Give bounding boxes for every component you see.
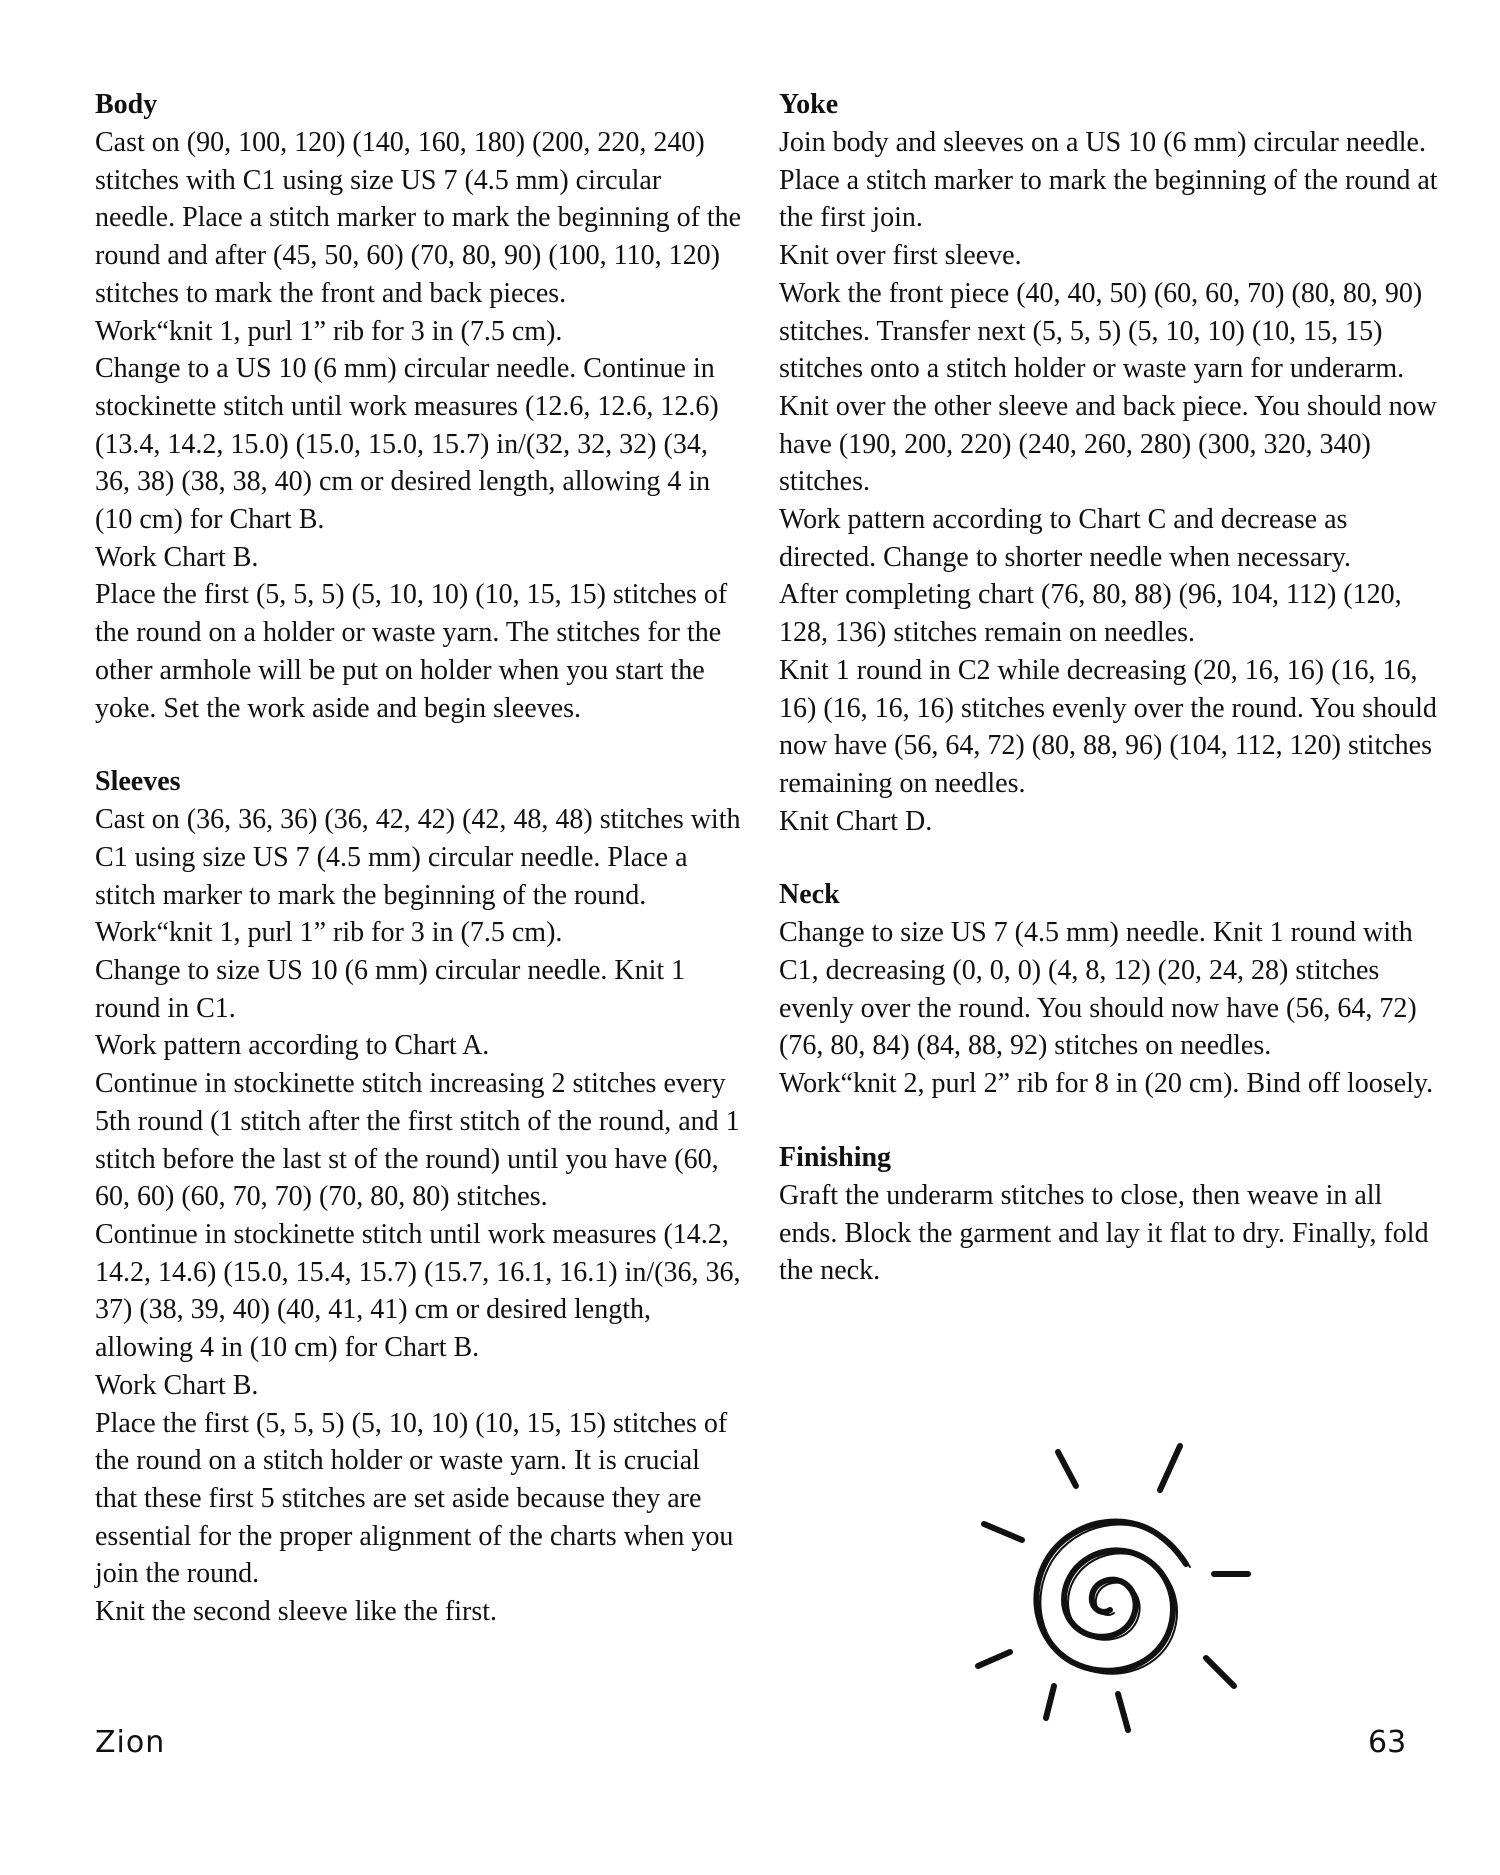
- section-heading: Finishing: [779, 1141, 892, 1173]
- paragraph: Cast on (90, 100, 120) (140, 160, 180) (200, 220, 240) stitches with C1 using size US 7 (4.5 mm) circular needle. Place a stitch marker to mark the beginning of the round and after (45, 50, 60) (70, 80, 90) (100, 110, 120) stitches to mark the front and back pieces.: [95, 127, 742, 309]
- section-heading: Neck: [779, 879, 840, 911]
- section-heading: Body: [95, 89, 158, 120]
- pattern-name: Zion: [95, 1725, 166, 1760]
- paragraph: Knit over first sleeve.: [779, 240, 1022, 272]
- sun-spiral-icon: [960, 1440, 1260, 1740]
- paragraph: Work“knit 1, purl 1” rib for 3 in (7.5 cm).: [95, 315, 563, 347]
- paragraph: Change to a US 10 (6 mm) circular needle. Continue in stockinette stitch until work measures (12.6, 12.6, 12.6) (13.4, 14.2, 15.0) (15.0, 15.0, 15.7) in/(32, 32, 32) (34, 36, 38) (38, 38, 40) cm or desired length, allowing 4 in (10 cm) for Chart B.: [95, 353, 719, 536]
- body-section: [95, 86, 745, 727]
- section-heading: Sleeves: [95, 766, 181, 798]
- right-column: [779, 86, 1439, 1326]
- paragraph: Place the first (5, 5, 5) (5, 10, 10) (10, 15, 15) stitches of the round on a stitch holder or waste yarn. It is crucial that these first 5 stitches are set aside because they are essential for the proper alignment of the charts when you join the round.: [95, 1407, 734, 1590]
- paragraph: After completing chart (76, 80, 88) (96, 104, 112) (120, 128, 136) stitches remain on needles.: [779, 579, 1402, 649]
- paragraph: Place the first (5, 5, 5) (5, 10, 10) (10, 15, 15) stitches of the round on a holder or waste yarn. The stitches for the other armhole will be put on holder when you start the yoke. Set the work aside and begin sleeves.: [95, 579, 728, 724]
- paragraph: Continue in stockinette stitch increasing 2 stitches every 5th round (1 stitch after the first stitch of the round, and 1 stitch before the last st of the round) until you have (60, 60, 60) (60, 70, 70) (70, 80, 80) stitches.: [95, 1068, 740, 1213]
- paragraph: Cast on (36, 36, 36) (36, 42, 42) (42, 48, 48) stitches with C1 using size US 7 (4.5 mm) circular needle. Place a stitch marker to mark the beginning of the round.: [95, 804, 741, 911]
- paragraph: Change to size US 7 (4.5 mm) needle. Knit 1 round with C1, decreasing (0, 0, 0) (4, 8, 12) (20, 24, 28) stitches evenly over the round. You should now have (56, 64, 72) (76, 80, 84) (84, 88, 92) stitches on needles.: [779, 917, 1417, 1062]
- paragraph: Work the front piece (40, 40, 50) (60, 60, 70) (80, 80, 90) stitches. Transfer next (5, 5, 5) (5, 10, 10) (10, 15, 15) stitches onto a stitch holder or waste yarn for underarm. Knit over the other sleeve and back piece. You should now have (190, 200, 220) (240, 260, 280) (300, 320, 340) stitches.: [779, 277, 1437, 498]
- paragraph: Knit the second sleeve like the first.: [95, 1596, 497, 1628]
- paragraph: Knit Chart D.: [779, 805, 933, 837]
- yoke-section: [779, 86, 1439, 840]
- paragraph: Knit 1 round in C2 while decreasing (20, 16, 16) (16, 16, 16) (16, 16, 16) stitches evenly over the round. You should now have (56, 64, 72) (80, 88, 96) (104, 112, 120) stitches remaining on needles.: [779, 654, 1437, 799]
- paragraph: Join body and sleeves on a US 10 (6 mm) circular needle. Place a stitch marker to mark the beginning of the round at the first join.: [779, 127, 1438, 234]
- section-heading: Yoke: [779, 89, 839, 120]
- paragraph: Work“knit 1, purl 1” rib for 3 in (7.5 cm).: [95, 917, 563, 949]
- left-column: [95, 86, 745, 1667]
- paragraph: Work pattern according to Chart A.: [95, 1030, 490, 1062]
- finishing-section: [779, 1139, 1439, 1290]
- paragraph: Work pattern according to Chart C and decrease as directed. Change to shorter needle when necessary.: [779, 504, 1351, 573]
- sleeves-section: [95, 763, 745, 1630]
- paragraph: Work Chart B.: [95, 1369, 259, 1401]
- page-number: 63: [1368, 1725, 1407, 1760]
- paragraph: Change to size US 10 (6 mm) circular needle. Knit 1 round in C1.: [95, 955, 686, 1024]
- paragraph: Graft the underarm stitches to close, then weave in all ends. Block the garment and lay it flat to dry. Finally, fold the neck.: [779, 1179, 1429, 1287]
- paragraph: Work Chart B.: [95, 541, 259, 573]
- paragraph: Continue in stockinette stitch until work measures (14.2, 14.2, 14.6) (15.0, 15.4, 15.7) (15.7, 16.1, 16.1) in/(36, 36, 37) (38, 39, 40) (40, 41, 41) cm or desired length, allowing 4 in (10 cm) for Chart B.: [95, 1218, 741, 1364]
- paragraph: Work“knit 2, purl 2” rib for 8 in (20 cm). Bind off loosely.: [779, 1068, 1434, 1100]
- neck-section: [779, 876, 1439, 1103]
